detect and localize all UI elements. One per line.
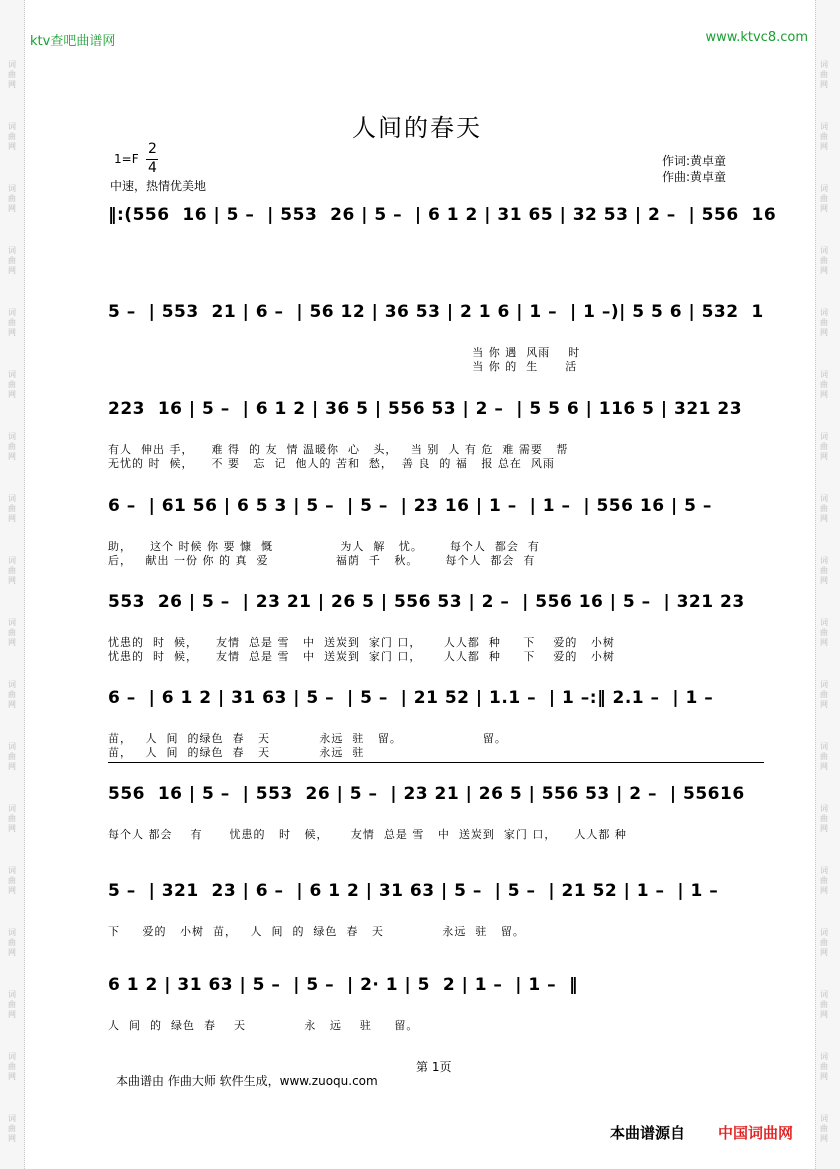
side-watermark-glyphs: 词 曲 网 (820, 866, 828, 895)
tempo-marking: 中速，热情优美地 (110, 179, 207, 193)
lyric-verse-1: 每个人 都会 有 忧患的 时 候， 友情 总是 雪 中 送炭到 家门 口， 人人都 种 (108, 828, 627, 841)
time-signature-bottom: 4 (148, 160, 157, 176)
score-notes: 6 1 2 | 31 63 | 5 – | 5 – | 2· 1 | 5 2 | 1 – | 1 – ‖ (108, 975, 578, 995)
side-watermark-glyphs: 词 曲 网 (820, 556, 828, 585)
side-watermark-glyphs: 词 曲 网 (820, 308, 828, 337)
source-site-link[interactable]: 中国词曲网 (718, 1124, 794, 1142)
side-watermark-glyphs: 词 曲 网 (8, 370, 16, 399)
source-label: 本曲谱源自 (610, 1124, 686, 1142)
side-watermark-glyphs: 词 曲 网 (8, 184, 16, 213)
side-watermark-glyphs: 词 曲 网 (820, 618, 828, 647)
score-notes: 6 – | 61 56 | 6 5 3 | 5 – | 5 – | 23 16 | 1 – | 1 – | 556 16 | 5 – (108, 496, 712, 516)
score-line-9 (108, 967, 768, 1063)
lyric-verse-1: 人 间 的 绿色 春 天 永 远 驻 留。 (108, 1019, 419, 1032)
side-watermark-glyphs: 词 曲 网 (820, 494, 828, 523)
lyric-verse-2: 苗， 人 间 的绿色 春 天 永远 驻 (108, 746, 365, 759)
side-watermark-glyphs: 词 曲 网 (820, 990, 828, 1019)
side-watermark-glyphs: 词 曲 网 (8, 494, 16, 523)
score-notes: 5 – | 553 21 | 6 – | 56 12 | 36 53 | 2 1 6 | 1 – | 1 –)| 5 5 6 | 532 1 (108, 302, 764, 322)
lyric-verse-1: 助， 这个 时候 你 要 慷 慨 为人 解 忧。 每个人 都会 有 (108, 540, 540, 553)
lyric-verse-1: 苗， 人 间 的绿色 春 天 永远 驻 留。 留。 (108, 732, 507, 745)
lyric-verse-1: 下 爱的 小树 苗， 人 间 的 绿色 春 天 永远 驻 留。 (108, 925, 525, 938)
lyric-verse-2: 当 你 的 生 活 (108, 360, 578, 373)
score-line-8 (108, 873, 768, 969)
lyric-verse-1: 忧患的 时 候， 友情 总是 雪 中 送炭到 家门 口， 人人都 种 下 爱的 小树 (108, 636, 615, 649)
side-watermark-glyphs: 词 曲 网 (820, 432, 828, 461)
lyric-verse-2: 忧患的 时 候， 友情 总是 雪 中 送炭到 家门 口， 人人都 种 下 爱的 小树 (108, 650, 615, 663)
page-number: 第 1页 (416, 1060, 452, 1074)
side-watermark-glyphs: 词 曲 网 (820, 60, 828, 89)
lyric-verse-2: 无忧的 时 候， 不 要 忘 记 他人的 苦和 愁， 善 良 的 福 报 总在 风雨 (108, 457, 555, 470)
side-watermark-glyphs: 词 曲 网 (8, 246, 16, 275)
score-line-1 (108, 197, 777, 293)
side-watermark-glyphs: 词 曲 网 (8, 680, 16, 709)
side-watermark-glyphs: 词 曲 网 (820, 928, 828, 957)
side-watermark-glyphs: 词 曲 网 (820, 680, 828, 709)
score-notes: 553 26 | 5 – | 23 21 | 26 5 | 556 53 | 2 – | 556 16 | 5 – | 321 23 (108, 592, 745, 612)
score-notes: 223 16 | 5 – | 6 1 2 | 36 5 | 556 53 | 2 – | 5 5 6 | 116 5 | 321 23 (108, 399, 743, 419)
composer-credit: 作曲:黄卓童 (662, 170, 727, 184)
lyric-verse-2: 后， 献出 一份 你 的 真 爱 福荫 千 秋。 每个人 都会 有 (108, 554, 536, 567)
side-watermark-glyphs: 词 曲 网 (820, 1114, 828, 1143)
score-line-4 (108, 488, 768, 584)
side-watermark-glyphs: 词 曲 网 (8, 432, 16, 461)
side-watermark-glyphs: 词 曲 网 (8, 122, 16, 151)
score-notes: 5 – | 321 23 | 6 – | 6 1 2 | 31 63 | 5 – | 5 – | 21 52 | 1 – | 1 – (108, 881, 719, 901)
header-left-site[interactable]: ktv查吧曲谱网 (30, 34, 116, 49)
side-watermark-glyphs: 词 曲 网 (8, 60, 16, 89)
side-watermark-glyphs: 词 曲 网 (8, 742, 16, 771)
header-right-site[interactable]: www.ktvc8.com (705, 30, 808, 45)
side-watermark-glyphs: 词 曲 网 (8, 556, 16, 585)
side-watermark-glyphs: 词 曲 网 (8, 928, 16, 957)
side-watermark-glyphs: 词 曲 网 (8, 804, 16, 833)
score-notes: 6 – | 6 1 2 | 31 63 | 5 – | 5 – | 21 52 | 1.1 – | 1 –:‖ 2.1 – | 1 – (108, 688, 714, 708)
section-divider (108, 762, 764, 763)
software-note: 本曲谱由 作曲大师 软件生成，www.zuoqu.com (116, 1074, 378, 1088)
side-watermark-glyphs: 词 曲 网 (820, 804, 828, 833)
score-notes: 556 16 | 5 – | 553 26 | 5 – | 23 21 | 26 5 | 556 53 | 2 – | 55616 (108, 784, 745, 804)
score-line-3 (108, 391, 768, 487)
score-notes: ‖:(556 16 | 5 – | 553 26 | 5 – | 6 1 2 | 31 65 | 32 53 | 2 – | 556 16 (108, 205, 777, 225)
side-watermark-glyphs: 词 曲 网 (820, 370, 828, 399)
key-signature: 1=F (114, 152, 139, 166)
time-signature-top: 2 (148, 141, 157, 157)
lyric-verse-1: 有人 伸出 手， 难 得 的 友 情 温暖你 心 头， 当 别 人 有 危 难 需要 帮 (108, 443, 569, 456)
side-watermark-glyphs: 词 曲 网 (820, 122, 828, 151)
side-watermark-glyphs: 词 曲 网 (8, 1052, 16, 1081)
lyric-verse-1: 当 你 遇 风雨 时 (108, 346, 581, 359)
song-title: 人间的春天 (352, 114, 482, 142)
score-line-5 (108, 584, 768, 680)
side-watermark-glyphs: 词 曲 网 (8, 990, 16, 1019)
score-line-7 (108, 776, 768, 872)
side-watermark-glyphs: 词 曲 网 (8, 308, 16, 337)
side-watermark-glyphs: 词 曲 网 (820, 742, 828, 771)
side-watermark-glyphs: 词 曲 网 (820, 246, 828, 275)
side-watermark-glyphs: 词 曲 网 (820, 184, 828, 213)
side-watermark-glyphs: 词 曲 网 (8, 866, 16, 895)
lyricist-credit: 作词:黄卓童 (662, 154, 727, 168)
side-watermark-glyphs: 词 曲 网 (8, 1114, 16, 1143)
side-watermark-glyphs: 词 曲 网 (8, 618, 16, 647)
side-watermark-glyphs: 词 曲 网 (820, 1052, 828, 1081)
score-line-2 (108, 294, 768, 390)
